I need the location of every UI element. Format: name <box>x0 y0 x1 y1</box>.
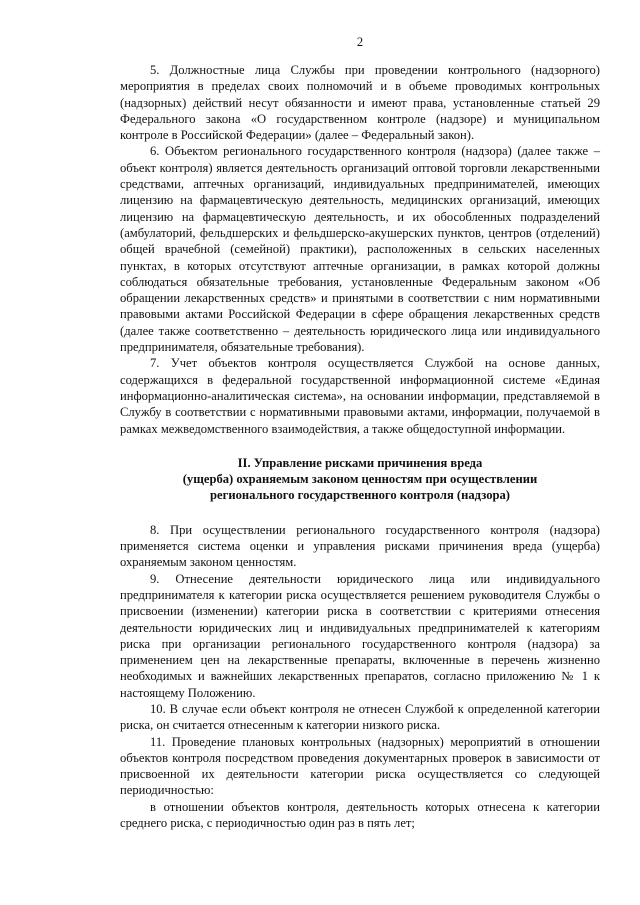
section-heading-line-3: регионального государственного контроля (надзора) <box>210 488 510 503</box>
paragraph-10: 10. В случае если объект контроля не отнесен Службой к определенной категории риска, он считается отнесенным к категории низкого риска. <box>120 701 600 733</box>
paragraph-9: 9. Отнесение деятельности юридического лица или индивидуального предпринимателя к категории риска осуществляется решением руководителя Службы о присвоении (изменении) категории риска в соответствии с критериями отнесения деятельности юридических лиц и индивидуальных предпринимателей к категориям риска при организации регионального государственного контроля (надзора) за применением цен на лекарственные препараты, включенные в перечень жизненно необходимых и важнейших лекарственных препаратов, согласно приложению № 1 к настоящему Положению. <box>120 571 600 700</box>
paragraph-8: 8. При осуществлении регионального государственного контроля (надзора) применяется система оценки и управления рисками причинения вреда (ущерба) охраняемым законом ценностям. <box>120 522 600 570</box>
section-heading <box>120 455 600 504</box>
section-heading-line-1: II. Управление рисками причинения вреда <box>237 455 483 470</box>
paragraph-11-item-1: в отношении объектов контроля, деятельность которых отнесена к категории среднего риска, с периодичностью один раз в пять лет; <box>120 799 600 831</box>
paragraph-11: 11. Проведение плановых контрольных (надзорных) мероприятий в отношении объектов контроля посредством проведения документарных проверок в зависимости от присвоенной их деятельности категории риска осуществляется со следующей периодичностью: <box>120 734 600 798</box>
paragraph-7: 7. Учет объектов контроля осуществляется Службой на основе данных, содержащихся в федеральной государственной информационной системе «Единая информационно-аналитическая система», на основании информации, представляемой в Службу в соответствии с нормативными правовыми актами, информации, получаемой в рамках межведомственного взаимодействия, а также общедоступной информации. <box>120 356 600 436</box>
page-number: 2 <box>356 35 364 49</box>
paragraph-6: 6. Объектом регионального государственного контроля (надзора) (далее также – объект контроля) является деятельность организаций оптовой торговли лекарственными средствами, аптечных организаций, индивидуальных предпринимателей, имеющих лицензию на фармацевтическую деятельность, медицинских организаций, имеющих лицензию на фармацевтическую деятельность, и их обособленных подразделений (амбулаторий, фельдшерских и фельдшерско-акушерских пунктов, центров (отделений) общей врачебной (семейной) практики), расположенных в сельских населенных пунктах, в которых отсутствуют аптечные организации, в рамках которой должны соблюдаться обязательные требования, установленные Федеральным законом «Об обращении лекарственных средств» и принятыми в соответствии с ним нормативными правовыми актами Российской Федерации в сфере обращения лекарственных средств (далее также соответственно – деятельность юридического лица или индивидуального предпринимателя, обязательные требования). <box>120 144 600 355</box>
paragraph-5: 5. Должностные лица Службы при проведении контрольного (надзорного) мероприятия в пределах своих полномочий и в объеме проводимых контрольных (надзорных) действий несут обязанности и имеют права, установленные статьей 29 Федерального закона «О государственном контроле (надзоре) и муниципальном контроле в Российской Федерации» (далее – Федеральный закон). <box>120 63 600 143</box>
section-heading-line-2: (ущерба) охраняемым законом ценностям при осуществлении <box>182 472 538 487</box>
